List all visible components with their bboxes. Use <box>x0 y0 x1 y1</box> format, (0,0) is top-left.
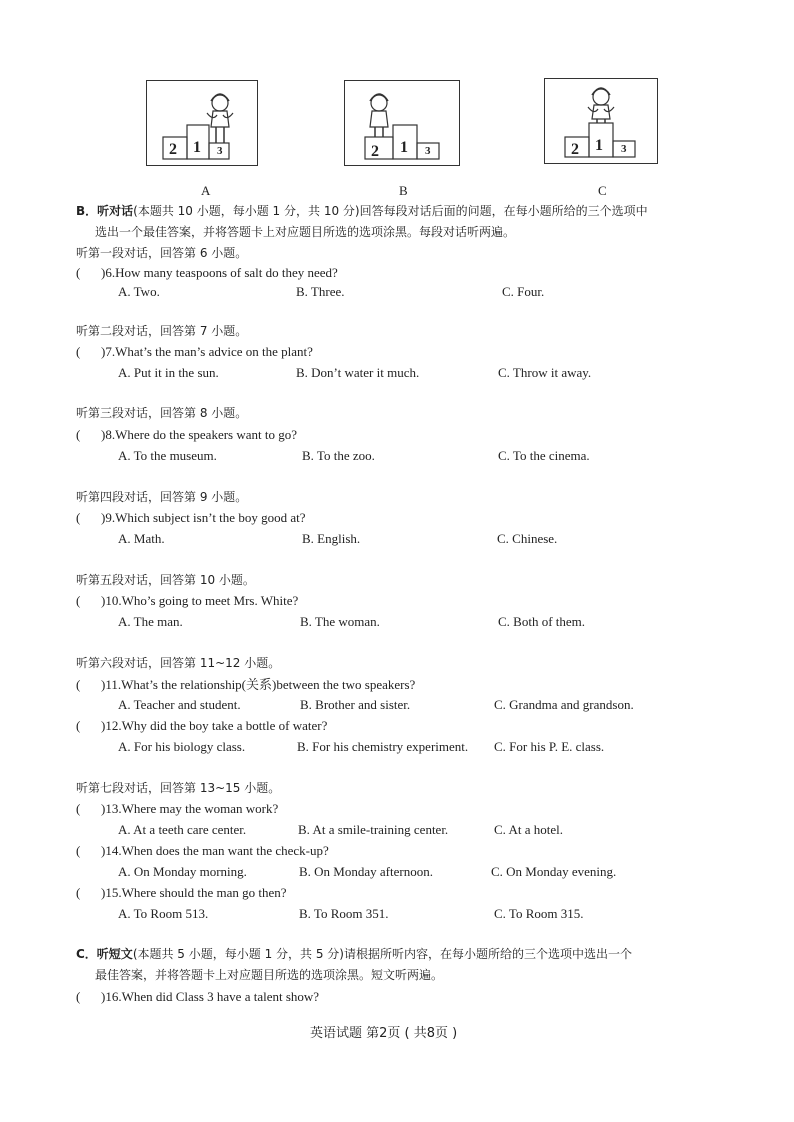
option-a: A. Teacher and student. <box>118 697 241 712</box>
group-label: 听第二段对话，回答第 7 小题。 <box>76 324 248 338</box>
page-footer: 英语试题 第2页 ( 共8页 ) <box>310 1026 458 1041</box>
option-a: A. On Monday morning. <box>118 864 247 879</box>
option-c: C. On Monday evening. <box>491 864 617 879</box>
option-b: B. Three. <box>296 284 345 299</box>
section-c-header <box>76 946 632 962</box>
question-paren: ( <box>76 593 81 608</box>
section-b-instructions-2: 选出一个最佳答案，并将答题卡上对应题目所选的选项涂黑。每段对话听两遍。 <box>95 225 516 239</box>
option-c: C. For his P. E. class. <box>494 739 605 754</box>
podium-girl-on-first-a <box>147 81 257 165</box>
question-paren: ( <box>76 265 81 280</box>
question-text: )12.Why did the boy take a bottle of water? <box>101 718 328 733</box>
picture-a <box>146 80 258 166</box>
option-a: A. The man. <box>118 614 183 629</box>
podium-number-2: 2 <box>169 141 177 158</box>
option-b: B. English. <box>302 531 361 546</box>
question-paren: ( <box>76 843 81 858</box>
option-a: A. Math. <box>118 531 165 546</box>
group-label: 听第三段对话，回答第 8 小题。 <box>76 406 248 420</box>
option-c: C. Grandma and grandson. <box>494 697 634 712</box>
option-b: B. To the zoo. <box>302 448 375 463</box>
option-a: A. Put it in the sun. <box>118 365 219 380</box>
section-c-title: C．听短文 <box>76 947 133 961</box>
podium-number-1: 1 <box>595 137 603 154</box>
option-c: C. Throw it away. <box>498 365 592 380</box>
podium-number-1: 1 <box>193 139 201 156</box>
option-b: B. For his chemistry experiment. <box>297 739 469 754</box>
section-c-instructions-1: (本题共 5 小题，每小题 1 分，共 5 分)请根据所听内容，在每小题所给的三个选项中选出一个 <box>132 947 632 961</box>
question-text: )9.Which subject isn’t the boy good at? <box>101 510 306 525</box>
question-text: )13.Where may the woman work? <box>101 801 279 816</box>
option-b: B. The woman. <box>300 614 380 629</box>
question-text: )6.How many teaspoons of salt do they need? <box>101 265 338 280</box>
question-text: )8.Where do the speakers want to go? <box>101 427 298 442</box>
option-a: A. To the museum. <box>118 448 217 463</box>
section-b-title: B．听对话 <box>76 204 134 218</box>
option-b: B. At a smile-training center. <box>298 822 449 837</box>
question-paren: ( <box>76 718 81 733</box>
picture-label-c: C <box>598 183 607 198</box>
option-b: B. On Monday afternoon. <box>299 864 433 879</box>
option-a: A. Two. <box>118 284 160 299</box>
question-text: )7.What’s the man’s advice on the plant? <box>101 344 313 359</box>
option-b: B. Brother and sister. <box>300 697 411 712</box>
option-c: C. Four. <box>502 284 545 299</box>
group-label: 听第七段对话，回答第 13~15 小题。 <box>76 781 281 795</box>
question-paren: ( <box>76 427 81 442</box>
podium-number-3: 3 <box>217 145 223 157</box>
picture-label-b: B <box>399 183 408 198</box>
group-label: 听第五段对话，回答第 10 小题。 <box>76 573 255 587</box>
option-b: B. To Room 351. <box>299 906 389 921</box>
question-paren: ( <box>76 677 81 692</box>
option-c: C. Chinese. <box>497 531 558 546</box>
option-a: A. At a teeth care center. <box>118 822 247 837</box>
podium-number-3: 3 <box>425 145 431 157</box>
option-c: C. At a hotel. <box>494 822 563 837</box>
podium-number-2: 2 <box>571 141 579 158</box>
question-paren: ( <box>76 801 81 816</box>
question-text: )14.When does the man want the check-up? <box>101 843 329 858</box>
question-text: )10.Who’s going to meet Mrs. White? <box>101 593 299 608</box>
question-text: )11.What’s the relationship(关系)between the two speakers? <box>101 677 416 692</box>
section-b-header <box>76 203 648 219</box>
option-a: A. To Room 513. <box>118 906 209 921</box>
question-text: )15.Where should the man go then? <box>101 885 287 900</box>
question-paren: ( <box>76 989 81 1004</box>
group-label: 听第六段对话，回答第 11~12 小题。 <box>76 656 281 670</box>
question-paren: ( <box>76 510 81 525</box>
option-a: A. For his biology class. <box>118 739 246 754</box>
section-c-instructions-2: 最佳答案，并将答题卡上对应题目所选的选项涂黑。短文听两遍。 <box>95 968 444 982</box>
question-paren: ( <box>76 885 81 900</box>
option-c: C. Both of them. <box>498 614 586 629</box>
picture-c <box>544 78 658 164</box>
section-b-instructions-1: (本题共 10 小题，每小题 1 分，共 10 分)回答每段对话后面的问题，在每小题所给的三个选项中 <box>133 204 648 218</box>
question-paren: ( <box>76 344 81 359</box>
option-c: C. To Room 315. <box>494 906 584 921</box>
podium-number-2: 2 <box>371 143 379 160</box>
option-b: B. Don’t water it much. <box>296 365 420 380</box>
question-text: )16.When did Class 3 have a talent show? <box>101 989 320 1004</box>
group-label: 听第一段对话，回答第 6 小题。 <box>76 246 248 260</box>
group-label: 听第四段对话，回答第 9 小题。 <box>76 490 248 504</box>
picture-b <box>344 80 460 166</box>
picture-label-a: A <box>201 183 211 198</box>
podium-number-3: 3 <box>621 143 627 155</box>
option-c: C. To the cinema. <box>498 448 590 463</box>
podium-number-1: 1 <box>400 139 408 156</box>
